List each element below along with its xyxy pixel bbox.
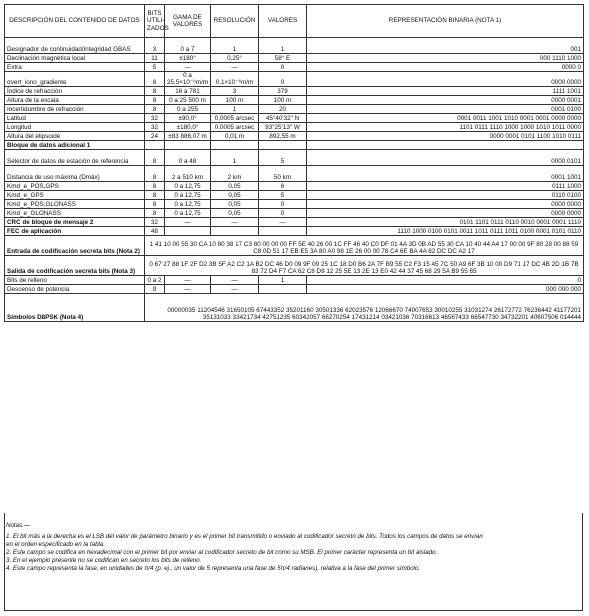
row-range	[165, 227, 211, 236]
row-bits: 5	[145, 63, 165, 72]
row-description: Declinación magnética local	[5, 54, 145, 63]
header-description: DESCRIPCIÓN DEL CONTENIDO DE DATOS	[5, 5, 145, 38]
row-value: 5	[259, 191, 307, 200]
row-binary: 0000 0101	[307, 150, 584, 166]
note-line: 2. Este campo se codifica en hexadecimal con el primer bit por enviar al codificador secreto de bit como su MSB. El primer carácter representa un bit aislado.	[6, 549, 438, 556]
row-description: Entrada de codificación secreta bits (Nota 2)	[5, 236, 145, 256]
row-value	[259, 141, 307, 150]
row-resolution	[211, 141, 259, 150]
header-bits: BITS UTILI-ZADOS	[145, 5, 165, 38]
row-value: —	[259, 218, 307, 227]
header-row	[5, 5, 584, 38]
row-resolution: 0,01 m	[211, 132, 259, 141]
table-row	[5, 54, 584, 63]
row-bits: 8	[145, 150, 165, 166]
row-resolution: 0,0005 arcsec	[211, 123, 259, 132]
row-binary: 0000 0	[307, 63, 584, 72]
row-resolution: 3	[211, 87, 259, 96]
row-hex-data: 1 41 10 00 55 30 CA 10 80 38 17 C3 80 00 00 00 FF 5E 40 26 00 1C FF 46 40 C0 DF 01 4A 3D 0B AD 55 30 CA 10 40 44 A4 17 00 00 9F 80 28 00 88 59 C8 0D 51 17 EB E5 3A 80 A0 98 1E 26 00 00 78 C4 6E BA 4A 82 DC DC A2 17	[145, 236, 584, 256]
row-range: 0 a 12,75	[165, 209, 211, 218]
row-binary: 000 1110 1000	[307, 54, 584, 63]
row-value: 45°40'32" N	[259, 114, 307, 123]
row-description: FEC de aplicación	[5, 227, 145, 236]
row-bits: 8	[145, 166, 165, 182]
row-binary: 0000 0000	[307, 200, 584, 209]
row-range: 2 a 510 km	[165, 166, 211, 182]
row-hex-data: 0 67 27 88 1F 2F D2 3B 5F A2 C2 1A B2 DC 46 D0 09 9F 09 25 1C 18 D0 B6 2A 7F B9 55 C2 F3 15 45 7C 50 A9 6F 3B 10 00 D9 71 17 DC 4B 2D 1B 7B 83 72 D4 F7 CA 62 C8 D9 12 25 5E 13 2E 13 E0 42 44 37 45 68 29 5A B9 55 65	[145, 256, 584, 276]
row-range: 0 a 255	[165, 105, 211, 114]
row-resolution: —	[211, 285, 259, 294]
row-value: 379	[259, 87, 307, 96]
row-range: —	[165, 276, 211, 285]
row-bits: 24	[145, 132, 165, 141]
table-row	[5, 132, 584, 141]
row-range: 0 a 48	[165, 150, 211, 166]
row-resolution: —	[211, 63, 259, 72]
row-description: Extra	[5, 63, 145, 72]
table-row	[5, 87, 584, 96]
row-range: —	[165, 63, 211, 72]
row-resolution: 0,05	[211, 209, 259, 218]
table-row	[5, 200, 584, 209]
row-range: ±90,0°	[165, 114, 211, 123]
row-description: CRC de bloque de mensaje 2	[5, 218, 145, 227]
header-binary: REPRESENTACIÓN BINARIA (NOTA 1)	[307, 5, 584, 38]
row-bits: 3	[145, 38, 165, 54]
row-binary: 0000 0000	[307, 209, 584, 218]
row-bits: 48	[145, 227, 165, 236]
row-description: Altura del elipsoide	[5, 132, 145, 141]
row-value: 20	[259, 105, 307, 114]
row-range: 0 a 25,5×10⁻⁶m/m	[165, 72, 211, 87]
table-row	[5, 63, 584, 72]
row-range: —	[165, 285, 211, 294]
table-row	[5, 114, 584, 123]
row-binary: 001	[307, 38, 584, 54]
row-resolution: 1	[211, 38, 259, 54]
note-line: 1. El bit más a la derecha es el LSB del valor de parámetro binario y es el primer bit transmitido o enviado al codificador secreto de bits. Todos los campos de datos se envían	[6, 533, 483, 540]
row-range: 0 a 7	[165, 38, 211, 54]
row-value: 6	[259, 182, 307, 191]
row-resolution: 0,05	[211, 191, 259, 200]
notes-title: Notas.—	[6, 522, 31, 529]
row-binary: 0110 0100	[307, 191, 584, 200]
row-value: 1	[259, 38, 307, 54]
row-range: 0 a 12,75	[165, 191, 211, 200]
row-range	[165, 141, 211, 150]
row-description: Incertidumbre de refracción	[5, 105, 145, 114]
row-resolution: 2 km	[211, 166, 259, 182]
table-row	[5, 236, 584, 256]
table-row	[5, 294, 584, 322]
row-binary: 000 000 000	[307, 285, 584, 294]
row-bits: 8	[145, 72, 165, 87]
row-resolution	[211, 227, 259, 236]
row-bits: 8	[145, 200, 165, 209]
row-binary: 0111 1000	[307, 182, 584, 191]
row-value: 100 m	[259, 96, 307, 105]
note-line: 4. Este campo representa la fase, en unidades de π/4 (p. ej., un valor de 5 representa una fase de 5π/4 radianes), relativa a la fase del primer símbolo.	[6, 565, 421, 572]
row-description: Salida de codificación secreta bits (Nota 3)	[5, 256, 145, 276]
table-row	[5, 191, 584, 200]
row-description: Bits de relleno	[5, 276, 145, 285]
table-row	[5, 209, 584, 218]
row-resolution: —	[211, 276, 259, 285]
row-resolution: 0,1×10⁻⁶m/m	[211, 72, 259, 87]
row-resolution: 1	[211, 150, 259, 166]
row-resolution: 0,25°	[211, 54, 259, 63]
table-row	[5, 166, 584, 182]
row-binary: 0001 0011 1001 1010 0001 0001 0000 0000	[307, 114, 584, 123]
row-value	[259, 285, 307, 294]
row-description: Kmd_e_POS,GLONASS	[5, 200, 145, 209]
row-value: 0	[259, 72, 307, 87]
header-values: VALORES	[259, 5, 307, 38]
row-range: ±180,0°	[165, 123, 211, 132]
row-symbols-data: 00000035 11204546 31650105 67443352 35201160 30501336 62023576 12066670 74007653 30010255 31031274 26172772 76236442 41177201 35131033 33421734 42751235 60342057 66270254 17431214 03421036 70316613 46567433 66547730 34732201 40607506 014444	[145, 294, 584, 322]
row-range: ±83 886,07 m	[165, 132, 211, 141]
row-binary: 1101 0111 1110 1000 1000 1010 1011 0000	[307, 123, 584, 132]
row-value: 1	[259, 276, 307, 285]
row-resolution: —	[211, 218, 259, 227]
row-bits	[145, 141, 165, 150]
row-binary: 0000 0001	[307, 96, 584, 105]
row-description: Latitud	[5, 114, 145, 123]
data-table	[4, 4, 584, 322]
table-row	[5, 96, 584, 105]
row-value: 0	[259, 63, 307, 72]
row-description: Selector de datos de estación de referencia	[5, 150, 145, 166]
row-range: 0 a 12,75	[165, 182, 211, 191]
row-resolution: 100 m	[211, 96, 259, 105]
row-value: 50 km	[259, 166, 307, 182]
table-row	[5, 123, 584, 132]
table-row	[5, 182, 584, 191]
note-line: 3. En el ejemplo presente no se codifican en secreto los bits de relleno.	[6, 557, 202, 564]
row-value: 0	[259, 209, 307, 218]
row-description: σvert_iono_gradiente	[5, 72, 145, 87]
row-binary: 1110 1000 0100 0101 0011 1011 0111 1011 0100 0001 0101 0110	[307, 227, 584, 236]
table-row	[5, 38, 584, 54]
row-resolution: 0,0005 arcsec	[211, 114, 259, 123]
row-range: 0 a 12,75	[165, 200, 211, 209]
row-description: Kmd_e_GPS	[5, 191, 145, 200]
row-description: Kmd_e_POS,GPS	[5, 182, 145, 191]
row-value: 892,55 m	[259, 132, 307, 141]
row-value: 0	[259, 200, 307, 209]
row-bits: 8	[145, 87, 165, 96]
row-binary	[307, 141, 584, 150]
row-bits: 0 a 2	[145, 276, 165, 285]
row-description: Bloque de datos adicional 1	[5, 141, 145, 150]
note-line: en el orden especificado en la tabla.	[6, 541, 106, 548]
row-description: Longitud	[5, 123, 145, 132]
row-bits: 32	[145, 218, 165, 227]
table-row	[5, 150, 584, 166]
row-description: Altura de la escala	[5, 96, 145, 105]
row-range: 16 a 781	[165, 87, 211, 96]
row-description: Designador de continuidad/integridad GBAS	[5, 38, 145, 54]
row-bits: 8	[145, 96, 165, 105]
row-value: 58° E	[259, 54, 307, 63]
row-bits: 9	[145, 285, 165, 294]
row-value	[259, 227, 307, 236]
table-row	[5, 105, 584, 114]
row-bits: 8	[145, 209, 165, 218]
notes-border	[4, 513, 583, 611]
row-binary: 0000 0000	[307, 72, 584, 87]
row-value: 93°25'13" W	[259, 123, 307, 132]
row-bits: 8	[145, 191, 165, 200]
header-resolution: RESOLUCIÓN	[211, 5, 259, 38]
row-description: Símbolos D8PSK (Nota 4)	[5, 294, 145, 322]
table-row	[5, 227, 584, 236]
row-resolution: 0,05	[211, 200, 259, 209]
table-row	[5, 256, 584, 276]
table-row	[5, 72, 584, 87]
row-binary: 1111 1001	[307, 87, 584, 96]
row-resolution: 1	[211, 105, 259, 114]
row-bits: 32	[145, 114, 165, 123]
row-description: Kmd_e_GLONASS	[5, 209, 145, 218]
row-binary: 0	[307, 276, 584, 285]
table-row	[5, 218, 584, 227]
row-description: Descenso de potencia	[5, 285, 145, 294]
table-row	[5, 276, 584, 285]
row-bits: 11	[145, 54, 165, 63]
row-bits: 32	[145, 123, 165, 132]
row-binary: 0000 0001 0101 1100 1010 0111	[307, 132, 584, 141]
header-range: GAMA DE VALORES	[165, 5, 211, 38]
table-row	[5, 285, 584, 294]
table-row	[5, 141, 584, 150]
row-binary: 0001 0100	[307, 105, 584, 114]
row-value: 5	[259, 150, 307, 166]
row-range: ±180°	[165, 54, 211, 63]
row-binary: 0001 1001	[307, 166, 584, 182]
row-range: 0 a 25 500 m	[165, 96, 211, 105]
row-bits: 8	[145, 182, 165, 191]
row-binary: 0101 1101 0111 0110 0010 0001 0001 1110	[307, 218, 584, 227]
row-resolution: 0,05	[211, 182, 259, 191]
row-range: —	[165, 218, 211, 227]
row-bits: 8	[145, 105, 165, 114]
row-description: Distancia de uso máxima (Dmáx)	[5, 166, 145, 182]
row-description: Índice de refracción	[5, 87, 145, 96]
